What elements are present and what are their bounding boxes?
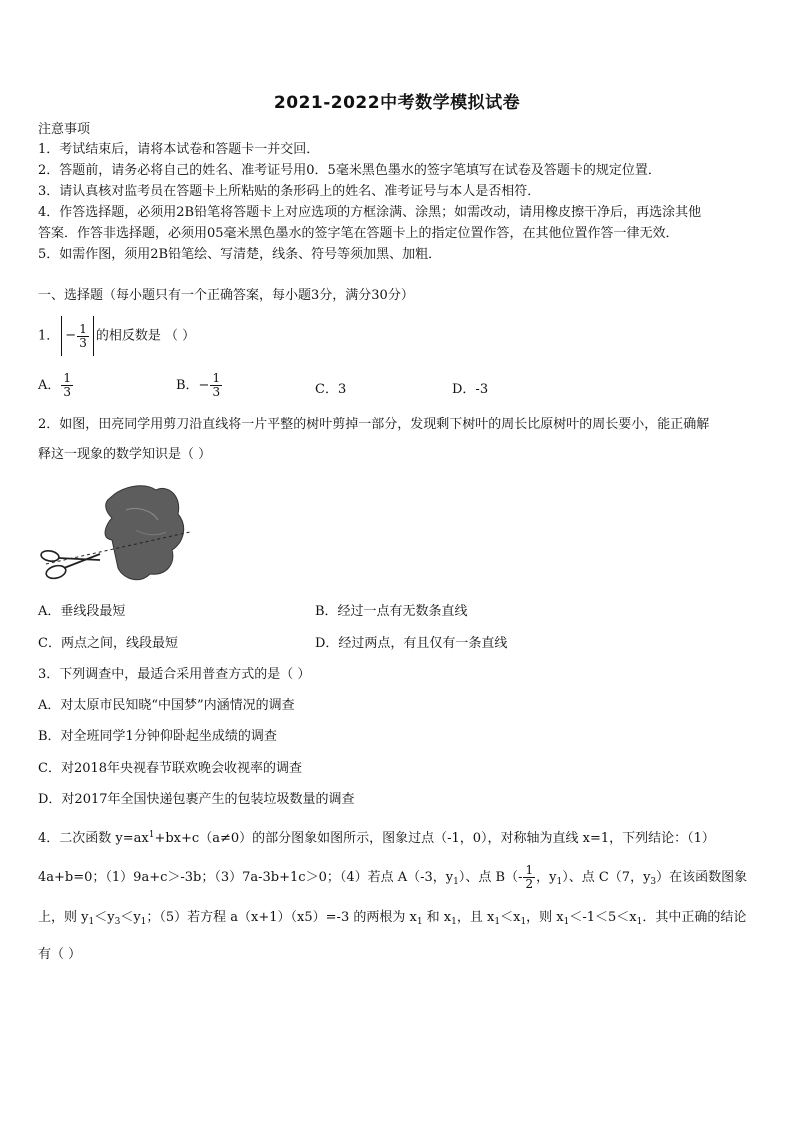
q1-option-c: C．3 bbox=[315, 382, 347, 397]
notice-item: 1．考试结束后，请将本试卷和答题卡一并交回． bbox=[38, 142, 320, 157]
q3-option-a: A．对太原市民知晓“中国梦”内涵情况的调查 bbox=[38, 698, 295, 713]
notice-item: 5．如需作图，须用2B铅笔绘、写清楚，线条、符号等须加黑、加粗． bbox=[38, 247, 442, 262]
leaf-image bbox=[105, 486, 184, 580]
q3-option-b: B．对全班同学1分钟仰卧起坐成绩的调查 bbox=[38, 729, 277, 744]
leaf-scissors-figure bbox=[40, 480, 190, 595]
question-2-stem: 释这一现象的数学知识是（ ） bbox=[38, 447, 212, 462]
q1-option-a: A． $\frac{1}{3}$ bbox=[38, 371, 72, 399]
notice-heading: 注意事项 bbox=[38, 122, 91, 137]
notice-item: 4．作答选择题，必须用2B铅笔将答题卡上对应选项的方框涂满、涂黑；如需改动，请用橡皮擦干净后，再选涂其他 bbox=[38, 205, 702, 220]
q2-option-d: D．经过两点，有且仅有一条直线 bbox=[315, 636, 508, 651]
q2-option-a: A．垂线段最短 bbox=[38, 604, 126, 619]
q1-option-b: B．− $\frac{1}{3}$ bbox=[176, 371, 221, 399]
scissors-icon bbox=[40, 550, 100, 581]
question-4-line-1: 4．二次函数 $y=ax^1+bx+c(a\ne 0)$的部分图象如图所示，图象过点（-1，0），对称轴为直线 x=1，下列结论：（1） bbox=[38, 830, 715, 846]
question-3-stem: 3．下列调查中，最适合采用普查方式的是（ ） bbox=[38, 667, 311, 682]
question-4-line-4: 有（ ） bbox=[38, 947, 82, 962]
q3-option-c: C．对2018年央视春节联欢晚会收视率的调查 bbox=[38, 761, 303, 776]
page-title: 2021-2022中考数学模拟试卷 bbox=[273, 93, 521, 113]
question-4-line-2: 4a+b=0；（1）9a+c＞-3b；（3）7a-3b+1c＞0；（4）若点 A（-3，$y_1$）、点 B（- $\frac{1}{2}$ ，$y_1$）、点 C（7，$y_3$）在该函数图象 bbox=[38, 863, 748, 891]
question-2-stem: 2．如图，田亮同学用剪刀沿直线将一片平整的树叶剪掉一部分，发现剩下树叶的周长比原树叶的周长要小，能正确解 bbox=[38, 417, 710, 432]
q2-option-c: C．两点之间，线段最短 bbox=[38, 636, 178, 651]
question-4-line-3: 上，则 $y_1<y_3<y_1$；（5）若方程 a（x+1）（x5）=-3 的两根为 $x_1$ 和 $x_1$，且 $x_1<x_1$，则 $x_1<-1<5<x_1$．其中正确的结论 bbox=[38, 910, 747, 927]
q1-option-d: D．-3 bbox=[452, 382, 489, 397]
absolute-value: − $\frac{1}{3}$ bbox=[61, 316, 94, 356]
section-heading: 一、选择题（每小题只有一个正确答案，每小题3分，满分30分） bbox=[38, 288, 414, 303]
notice-item: 3．请认真核对监考员在答题卡上所粘贴的条形码上的姓名、准考证号与本人是否相符． bbox=[38, 184, 541, 199]
q3-option-d: D．对2017年全国快递包裹产生的包装垃圾数量的调查 bbox=[38, 792, 355, 807]
question-1: 1． − $\frac{1}{3}$ 的相反数是 （ ） bbox=[38, 316, 195, 357]
notice-item: 2．答题前，请务必将自己的姓名、准考证号用0．5毫米黑色墨水的签字笔填写在试卷及答题卡的规定位置． bbox=[38, 163, 661, 178]
q2-option-b: B．经过一点有无数条直线 bbox=[315, 604, 468, 619]
notice-item: 答案．作答非选择题，必须用05毫米黑色墨水的签字笔在答题卡上的指定位置作答，在其他位置作答一律无效． bbox=[38, 226, 679, 241]
